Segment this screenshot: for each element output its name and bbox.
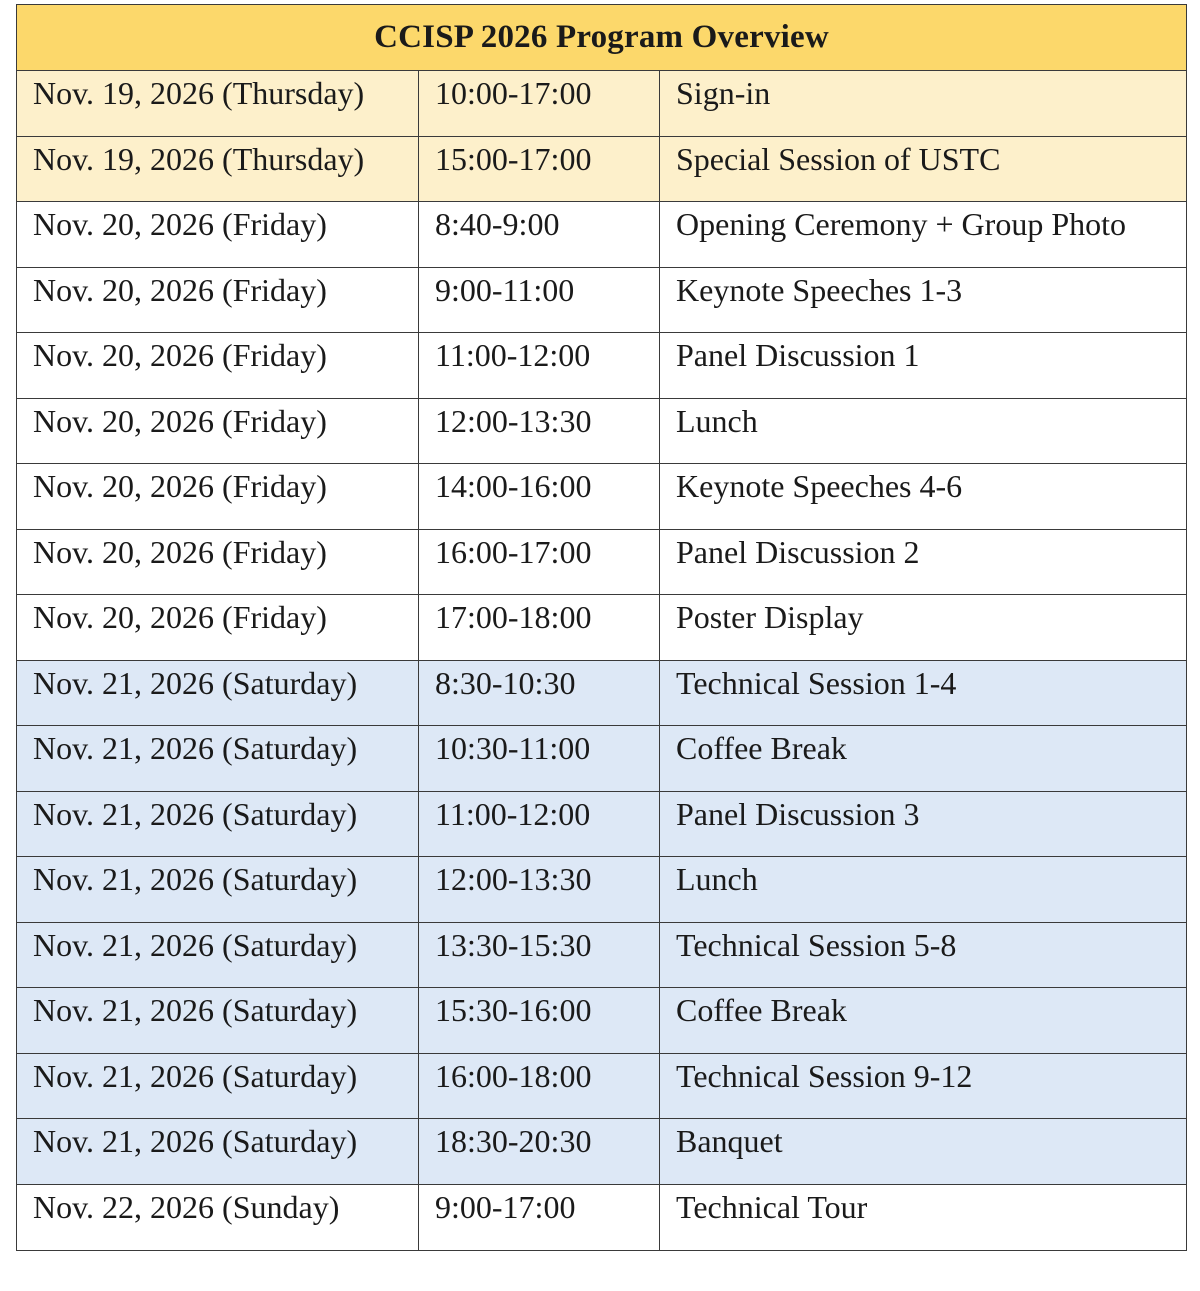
table-row — [17, 726, 1186, 792]
table-row — [17, 661, 1186, 727]
event-cell: Technical Session 5-8 — [676, 926, 957, 963]
time-cell: 10:00-17:00 — [419, 71, 660, 136]
event-cell: Coffee Break — [676, 730, 847, 766]
date-cell: Nov. 20, 2026 (Friday) — [17, 268, 419, 333]
table-row — [17, 530, 1186, 596]
table-body — [17, 71, 1186, 1250]
event-cell: Panel Discussion 2 — [676, 533, 920, 570]
time-cell: 8:40-9:00 — [419, 202, 660, 267]
table-row — [17, 857, 1186, 923]
event-cell: Lunch — [676, 861, 758, 897]
event-cell: Special Session of USTC — [676, 140, 1001, 177]
date-cell: Nov. 21, 2026 (Saturday) — [17, 923, 419, 988]
time-cell: 12:00-13:30 — [419, 399, 660, 464]
event-cell: Keynote Speeches 1-3 — [676, 271, 963, 308]
date-cell: Nov. 21, 2026 (Saturday) — [17, 661, 419, 726]
event-cell: Banquet — [676, 1123, 783, 1159]
event-cell: Technical Session 1-4 — [676, 664, 957, 701]
date-cell: Nov. 21, 2026 (Saturday) — [17, 1054, 419, 1119]
time-cell: 11:00-12:00 — [419, 333, 660, 398]
table-row — [17, 792, 1186, 858]
date-cell: Nov. 21, 2026 (Saturday) — [17, 726, 419, 791]
time-cell: 16:00-18:00 — [419, 1054, 660, 1119]
event-cell: Lunch — [676, 402, 758, 439]
date-cell: Nov. 22, 2026 (Sunday) — [17, 1185, 419, 1251]
time-cell: 9:00-11:00 — [419, 268, 660, 333]
time-cell: 12:00-13:30 — [419, 857, 660, 922]
date-cell: Nov. 21, 2026 (Saturday) — [17, 792, 419, 857]
time-cell: 15:30-16:00 — [419, 988, 660, 1053]
event-cell: Sign-in — [676, 75, 771, 111]
program-table — [16, 4, 1187, 1251]
date-cell: Nov. 19, 2026 (Thursday) — [17, 137, 419, 202]
event-cell: Keynote Speeches 4-6 — [676, 468, 963, 504]
date-cell: Nov. 20, 2026 (Friday) — [17, 399, 419, 464]
date-cell: Nov. 20, 2026 (Friday) — [17, 464, 419, 529]
time-cell: 16:00-17:00 — [419, 530, 660, 595]
event-cell: Coffee Break — [676, 992, 847, 1028]
time-cell: 8:30-10:30 — [419, 661, 660, 726]
table-row — [17, 923, 1186, 989]
event-cell: Poster Display — [676, 599, 864, 635]
date-cell: Nov. 21, 2026 (Saturday) — [17, 857, 419, 922]
date-cell: Nov. 19, 2026 (Thursday) — [17, 71, 419, 136]
time-cell: 11:00-12:00 — [419, 792, 660, 857]
time-cell: 14:00-16:00 — [419, 464, 660, 529]
event-cell: Technical Tour — [676, 1188, 868, 1225]
time-cell: 13:30-15:30 — [419, 923, 660, 988]
time-cell: 15:00-17:00 — [419, 137, 660, 202]
table-row — [17, 268, 1186, 334]
table-row — [17, 1119, 1186, 1185]
event-cell: Panel Discussion 3 — [676, 795, 920, 832]
time-cell: 18:30-20:30 — [419, 1119, 660, 1184]
table-row — [17, 71, 1186, 137]
time-cell: 17:00-18:00 — [419, 595, 660, 660]
table-row — [17, 1054, 1186, 1120]
date-cell: Nov. 20, 2026 (Friday) — [17, 530, 419, 595]
table-row — [17, 333, 1186, 399]
event-cell: Opening Ceremony + Group Photo — [676, 206, 1126, 242]
event-cell: Technical Session 9-12 — [676, 1057, 973, 1094]
table-row — [17, 137, 1186, 203]
table-row — [17, 988, 1186, 1054]
table-row — [17, 464, 1186, 530]
table-row — [17, 595, 1186, 661]
time-cell: 9:00-17:00 — [419, 1185, 660, 1251]
table-title: CCISP 2026 Program Overview — [17, 5, 1186, 71]
table-row — [17, 399, 1186, 465]
date-cell: Nov. 20, 2026 (Friday) — [17, 595, 419, 660]
date-cell: Nov. 21, 2026 (Saturday) — [17, 1119, 419, 1184]
table-row — [17, 202, 1186, 268]
time-cell: 10:30-11:00 — [419, 726, 660, 791]
date-cell: Nov. 20, 2026 (Friday) — [17, 202, 419, 267]
date-cell: Nov. 21, 2026 (Saturday) — [17, 988, 419, 1053]
table-row — [17, 1185, 1186, 1251]
date-cell: Nov. 20, 2026 (Friday) — [17, 333, 419, 398]
event-cell: Panel Discussion 1 — [676, 337, 920, 373]
